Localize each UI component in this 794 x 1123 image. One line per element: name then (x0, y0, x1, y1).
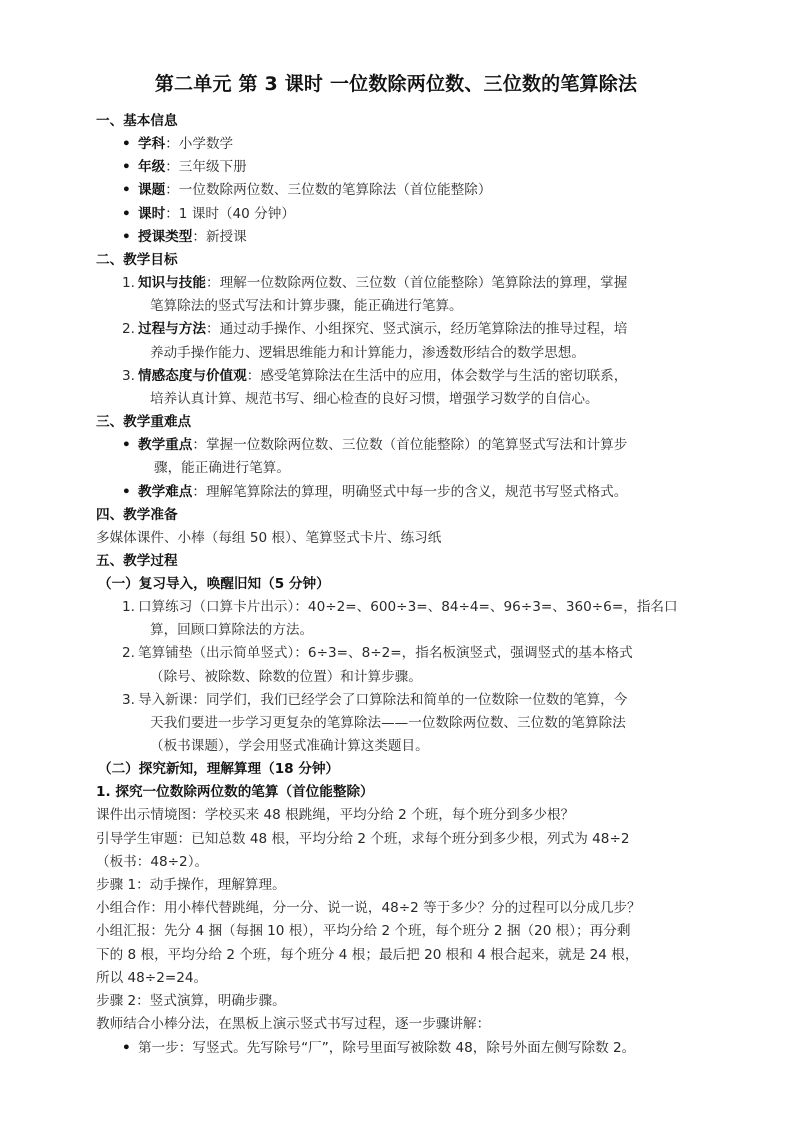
subsection-heading-step1: 1. 探究一位数除两位数的笔算（首位能整除） (96, 784, 374, 801)
list-item: • 教学重点：掌握一位数除两位数、三位数（首位能整除）的笔算竖式写法和计算步 骤，能正确进行笔算。 (96, 434, 696, 480)
list-item: • 第一步：写竖式。先写除号“厂”，除号里面写被除数 48，除号外面左侧写除数 2。 (96, 1037, 696, 1060)
section-heading-objectives: 二、教学目标 (96, 252, 178, 269)
subsection-heading-review: （一）复习导入，唤醒旧知（5 分钟） (98, 576, 330, 593)
list-item: • 课题：一位数除两位数、三位数的笔算除法（首位能整除） (96, 179, 696, 202)
list-item: 1. 口算练习（口算卡片出示）：40÷2=、600÷3=、84÷4=、96÷3=、360÷6=，指名口 算，回顾口算除法的方法。 (122, 599, 678, 639)
paragraph: 引导学生审题：已知总数 48 根，平均分给 2 个班，求每个班分到多少根，列式为 48÷2 (96, 830, 630, 847)
list-item: 2. 笔算铺垫（出示简单竖式）：6÷3=、8÷2=，指名板演竖式，强调竖式的基本格式 （除号、被除数、除数的位置）和计算步骤。 (122, 645, 633, 685)
list-item: 3. 导入新课：同学们，我们已经学会了口算除法和简单的一位数除一位数的笔算，今 天我们要进一步学习更复杂的笔算除法——一位数除两位数、三位数的笔算除法 （板书课题），学会用竖式准确计算这类题目。 (122, 691, 628, 755)
paragraph: 下的 8 根，平均分给 2 个班，每个班分 4 根；最后把 20 根和 4 根合起来，就是 24 根， (96, 946, 639, 963)
paragraph: 所以 48÷2=24。 (96, 969, 208, 986)
list-item: • 授课类型：新授课 (96, 226, 696, 249)
page-title: 第二单元 第 3 课时 一位数除两位数、三位数的笔算除法 (154, 73, 638, 95)
section-heading-key-points: 三、教学重难点 (96, 414, 192, 431)
paragraph: 教师结合小棒分法，在黑板上演示竖式书写过程，逐一步骤讲解： (96, 1016, 491, 1033)
paragraph: 小组合作：用小棒代替跳绳，分一分、说一说，48÷2 等于多少？分的过程可以分成几步？ (96, 900, 641, 917)
section-heading-basic-info: 一、基本信息 (96, 113, 178, 129)
paragraph: 多媒体课件、小棒（每组 50 根）、笔算竖式卡片、练习纸 (96, 529, 442, 546)
list-item: • 教学难点：理解笔算除法的算理，明确竖式中每一步的含义，规范书写竖式格式。 (96, 481, 696, 504)
list-item: • 课时：1 课时（40 分钟） (96, 203, 696, 226)
list-item: 1. 知识与技能：理解一位数除两位数、三位数（首位能整除）笔算除法的算理，掌握 笔算除法的竖式写法和计算步骤，能正确进行笔算。 (122, 275, 628, 315)
list-item: 3. 情感态度与价值观：感受笔算除法在生活中的应用，体会数学与生活的密切联系， 培养认真计算、规范书写、细心检查的良好习惯，增强学习数学的自信心。 (122, 367, 628, 408)
section-heading-preparation: 四、教学准备 (96, 506, 178, 523)
paragraph: （板书：48÷2）。 (96, 853, 209, 870)
list-item: • 学科：小学数学 (96, 133, 696, 156)
paragraph: 步骤 1：动手操作，理解算理。 (96, 877, 286, 894)
list-item: • 年级：三年级下册 (96, 156, 696, 179)
paragraph: 小组汇报：先分 4 捆（每捆 10 根），平均分给 2 个班，每个班分 2 捆（20 根）；再分剩 (96, 923, 631, 940)
document-page (96, 70, 696, 1060)
subsection-heading-explore: （二）探究新知，理解算理（18 分钟） (98, 761, 340, 778)
section-heading-process: 五、教学过程 (96, 553, 178, 570)
paragraph: 步骤 2：竖式演算，明确步骤。 (96, 993, 286, 1010)
paragraph: 课件出示情境图：学校买来 48 根跳绳，平均分给 2 个班，每个班分到多少根？ (96, 807, 575, 824)
list-item: 2. 过程与方法：通过动手操作、小组探究、竖式演示，经历笔算除法的推导过程，培 养动手操作能力、逻辑思维能力和计算能力，渗透数形结合的数学思想。 (122, 321, 628, 361)
